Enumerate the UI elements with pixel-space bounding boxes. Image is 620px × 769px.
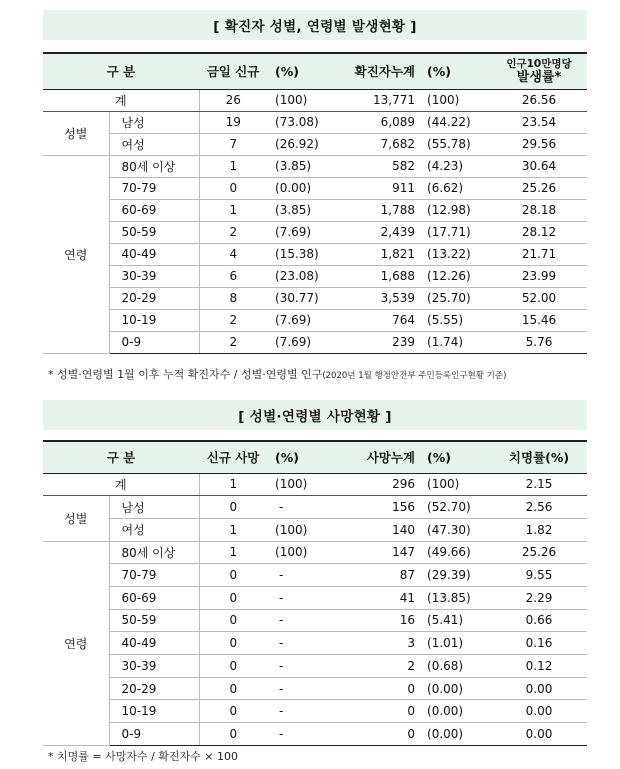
cell-new-pct: (7.69) — [267, 331, 347, 353]
cell-cum-pct: (12.26) — [419, 265, 491, 287]
table-row — [43, 177, 587, 199]
cell-cum: 16 — [347, 609, 419, 632]
incidence-footnote — [48, 366, 506, 382]
cell-cum-pct: (100) — [419, 89, 491, 111]
cell-cum: 239 — [347, 331, 419, 353]
cell-new-pct: (30.77) — [267, 287, 347, 309]
cell-cum-pct: (0.68) — [419, 655, 491, 678]
row-label: 50-59 — [109, 609, 199, 632]
cell-new: 1 — [199, 199, 267, 221]
row-label: 30-39 — [109, 655, 199, 678]
cell-cum: 87 — [347, 564, 419, 587]
cell-cum: 0 — [347, 677, 419, 700]
row-label: 계 — [43, 473, 199, 496]
cell-rate: 23.99 — [491, 265, 587, 287]
cell-cum: 1,788 — [347, 199, 419, 221]
table-header-row — [43, 53, 587, 89]
cell-cum: 156 — [347, 496, 419, 519]
cell-cum: 140 — [347, 518, 419, 541]
row-label: 70-79 — [109, 177, 199, 199]
cell-cum-pct: (1.74) — [419, 331, 491, 353]
cell-rate: 23.54 — [491, 111, 587, 133]
cell-new-pct: (15.38) — [267, 243, 347, 265]
cell-rate: 25.26 — [491, 541, 587, 564]
cell-new: 0 — [199, 564, 267, 587]
cell-cum-pct: (52.70) — [419, 496, 491, 519]
cell-rate: 0.66 — [491, 609, 587, 632]
cell-new-pct: - — [267, 496, 347, 519]
cell-new-pct: (100) — [267, 473, 347, 496]
deaths-title: [ 성별·연령별 사망현황 ] — [43, 400, 587, 430]
cell-rate: 0.16 — [491, 632, 587, 655]
table-row — [43, 111, 587, 133]
header-cum-pct: (%) — [419, 53, 491, 89]
cell-new-pct: (7.69) — [267, 309, 347, 331]
cell-cum: 2 — [347, 655, 419, 678]
cell-new: 0 — [199, 677, 267, 700]
cell-new: 1 — [199, 473, 267, 496]
row-label: 남성 — [109, 111, 199, 133]
cell-new-pct: - — [267, 564, 347, 587]
header-new-deaths: 신규 사망 — [199, 441, 267, 473]
cell-rate: 15.46 — [491, 309, 587, 331]
cell-rate: 52.00 — [491, 287, 587, 309]
cell-rate: 0.00 — [491, 723, 587, 746]
header-incidence-rate — [491, 53, 587, 89]
row-label: 0-9 — [109, 331, 199, 353]
cell-new: 0 — [199, 700, 267, 723]
cell-cum-pct: (49.66) — [419, 541, 491, 564]
table-row — [43, 265, 587, 287]
cell-new: 1 — [199, 541, 267, 564]
header-group: 구 분 — [43, 53, 199, 89]
table-row — [43, 331, 587, 353]
cell-cum: 0 — [347, 723, 419, 746]
cell-rate: 0.00 — [491, 677, 587, 700]
cell-cum-pct: (4.23) — [419, 155, 491, 177]
table-row — [43, 541, 587, 564]
cell-rate: 28.18 — [491, 199, 587, 221]
cell-cum-pct: (1.01) — [419, 632, 491, 655]
cell-new: 0 — [199, 723, 267, 746]
cell-rate: 9.55 — [491, 564, 587, 587]
cell-cum: 296 — [347, 473, 419, 496]
cell-new-pct: (0.00) — [267, 177, 347, 199]
cell-new-pct: (3.85) — [267, 199, 347, 221]
cell-rate: 2.15 — [491, 473, 587, 496]
group-label-sex: 성별 — [43, 496, 109, 541]
row-label: 70-79 — [109, 564, 199, 587]
row-label: 여성 — [109, 133, 199, 155]
total-row — [43, 89, 587, 111]
cell-new: 1 — [199, 155, 267, 177]
cell-new-pct: - — [267, 632, 347, 655]
cell-rate: 28.12 — [491, 221, 587, 243]
cell-cum-pct: (17.71) — [419, 221, 491, 243]
cell-cum: 147 — [347, 541, 419, 564]
cell-cum: 582 — [347, 155, 419, 177]
cell-cum-pct: (25.70) — [419, 287, 491, 309]
table-row — [43, 723, 587, 746]
row-label: 30-39 — [109, 265, 199, 287]
cell-new-pct: - — [267, 655, 347, 678]
cell-cum: 764 — [347, 309, 419, 331]
row-label: 80세 이상 — [109, 541, 199, 564]
cell-new: 8 — [199, 287, 267, 309]
cell-cum: 7,682 — [347, 133, 419, 155]
row-label: 20-29 — [109, 677, 199, 700]
table-row — [43, 518, 587, 541]
cell-new-pct: (100) — [267, 518, 347, 541]
table-header-row — [43, 441, 587, 473]
table-row — [43, 199, 587, 221]
cell-new-pct: (100) — [267, 541, 347, 564]
cell-cum-pct: (5.41) — [419, 609, 491, 632]
cell-rate: 25.26 — [491, 177, 587, 199]
cell-cum: 6,089 — [347, 111, 419, 133]
cell-new: 0 — [199, 632, 267, 655]
group-label-sex: 성별 — [43, 111, 109, 155]
cell-cum: 0 — [347, 700, 419, 723]
table-row — [43, 564, 587, 587]
table-row — [43, 309, 587, 331]
cell-cum-pct: (44.22) — [419, 111, 491, 133]
cell-new-pct: (3.85) — [267, 155, 347, 177]
cell-rate: 0.12 — [491, 655, 587, 678]
table-row — [43, 221, 587, 243]
cell-new-pct: - — [267, 723, 347, 746]
cell-rate: 26.56 — [491, 89, 587, 111]
group-label-age: 연령 — [43, 541, 109, 745]
cell-new: 4 — [199, 243, 267, 265]
table-row — [43, 496, 587, 519]
cell-cum-pct: (12.98) — [419, 199, 491, 221]
cell-cum-pct: (55.78) — [419, 133, 491, 155]
header-cumulative: 확진자누계 — [347, 53, 419, 89]
cell-new-pct: (7.69) — [267, 221, 347, 243]
row-label: 20-29 — [109, 287, 199, 309]
cell-cum-pct: (100) — [419, 473, 491, 496]
cell-new-pct: (23.08) — [267, 265, 347, 287]
cell-cum: 1,688 — [347, 265, 419, 287]
table-row — [43, 155, 587, 177]
row-label: 80세 이상 — [109, 155, 199, 177]
cell-new: 26 — [199, 89, 267, 111]
cell-new: 6 — [199, 265, 267, 287]
fatality-footnote: * 치명률 = 사망자수 / 확진자수 × 100 — [48, 750, 238, 763]
cell-rate: 5.76 — [491, 331, 587, 353]
cell-rate: 2.56 — [491, 496, 587, 519]
cell-new: 2 — [199, 221, 267, 243]
table-row — [43, 632, 587, 655]
cell-new: 7 — [199, 133, 267, 155]
total-row — [43, 473, 587, 496]
cell-rate: 21.71 — [491, 243, 587, 265]
table-row — [43, 677, 587, 700]
cell-cum-pct: (29.39) — [419, 564, 491, 587]
header-group: 구 분 — [43, 441, 199, 473]
table-row — [43, 609, 587, 632]
row-label: 여성 — [109, 518, 199, 541]
table-row — [43, 287, 587, 309]
row-label: 남성 — [109, 496, 199, 519]
cell-new-pct: - — [267, 700, 347, 723]
cell-cum: 2,439 — [347, 221, 419, 243]
cell-cum-pct: (0.00) — [419, 723, 491, 746]
cell-cum: 3,539 — [347, 287, 419, 309]
cell-new-pct: - — [267, 586, 347, 609]
row-label: 50-59 — [109, 221, 199, 243]
cell-new-pct: (100) — [267, 89, 347, 111]
confirmed-cases-title: [ 확진자 성별, 연령별 발생현황 ] — [43, 10, 587, 40]
cell-new: 0 — [199, 586, 267, 609]
cell-new-pct: (73.08) — [267, 111, 347, 133]
header-rate-line2: 발생률* — [516, 70, 562, 86]
cell-rate: 1.82 — [491, 518, 587, 541]
header-fatality-rate: 치명률(%) — [491, 441, 587, 473]
footnote-source: (2020년 1월 행정안전부 주민등록인구현황 기준) — [322, 371, 507, 381]
row-label: 60-69 — [109, 586, 199, 609]
table-row — [43, 700, 587, 723]
row-label: 40-49 — [109, 243, 199, 265]
header-new-pct: (%) — [267, 53, 347, 89]
cell-cum-pct: (5.55) — [419, 309, 491, 331]
cell-rate: 0.00 — [491, 700, 587, 723]
cell-new: 0 — [199, 609, 267, 632]
header-cumulative: 사망누계 — [347, 441, 419, 473]
row-label: 0-9 — [109, 723, 199, 746]
cell-new: 2 — [199, 331, 267, 353]
row-label: 10-19 — [109, 700, 199, 723]
header-rate-line1: 인구10만명당 — [506, 58, 572, 71]
cell-cum-pct: (0.00) — [419, 700, 491, 723]
cell-new-pct: (26.92) — [267, 133, 347, 155]
cell-cum: 1,821 — [347, 243, 419, 265]
cell-cum: 3 — [347, 632, 419, 655]
table-row — [43, 133, 587, 155]
group-label-age: 연령 — [43, 155, 109, 353]
cell-new: 0 — [199, 177, 267, 199]
row-label: 40-49 — [109, 632, 199, 655]
table-row — [43, 586, 587, 609]
cell-cum-pct: (0.00) — [419, 677, 491, 700]
cell-new: 1 — [199, 518, 267, 541]
cell-cum: 41 — [347, 586, 419, 609]
cell-new: 2 — [199, 309, 267, 331]
cell-new: 0 — [199, 496, 267, 519]
header-new-pct: (%) — [267, 441, 347, 473]
cell-cum-pct: (13.22) — [419, 243, 491, 265]
confirmed-cases-table — [43, 52, 587, 354]
cell-cum: 13,771 — [347, 89, 419, 111]
cell-cum-pct: (13.85) — [419, 586, 491, 609]
cell-new: 19 — [199, 111, 267, 133]
cell-new: 0 — [199, 655, 267, 678]
table-row — [43, 243, 587, 265]
header-new-cases: 금일 신규 — [199, 53, 267, 89]
cell-rate: 30.64 — [491, 155, 587, 177]
cell-new-pct: - — [267, 609, 347, 632]
deaths-table — [43, 440, 587, 746]
row-label: 계 — [43, 89, 199, 111]
cell-cum-pct: (47.30) — [419, 518, 491, 541]
cell-rate: 2.29 — [491, 586, 587, 609]
row-label: 10-19 — [109, 309, 199, 331]
header-cum-pct: (%) — [419, 441, 491, 473]
footnote-main: * 성별·연령별 1월 이후 누적 확진자수 / 성별·연령별 인구 — [48, 368, 323, 381]
row-label: 60-69 — [109, 199, 199, 221]
cell-cum-pct: (6.62) — [419, 177, 491, 199]
cell-cum: 911 — [347, 177, 419, 199]
table-row — [43, 655, 587, 678]
cell-new-pct: - — [267, 677, 347, 700]
cell-rate: 29.56 — [491, 133, 587, 155]
